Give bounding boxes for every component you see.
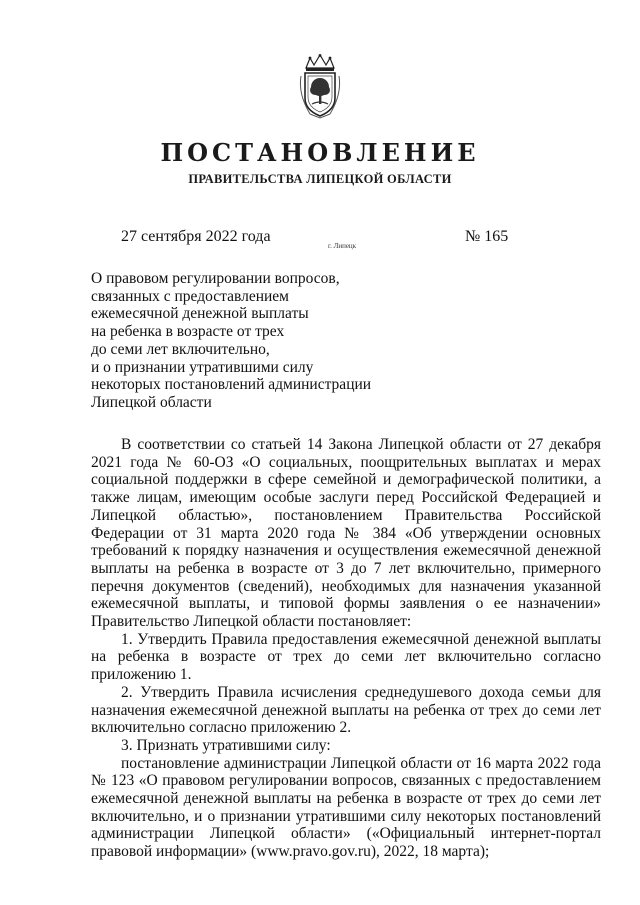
subject-line: некоторых постановлений администрации [91, 376, 372, 394]
body-paragraph-item-2: 2. Утвердить Правила исчисления среднедушевого дохода семьи для назначения ежемесячной денежной выплаты на ребенка от трех до семи лет включительно согласно приложению 2. [91, 683, 601, 737]
body-paragraph-preamble: В соответствии со статьей 14 Закона Липецкой области от 27 декабря 2021 года № 60-ОЗ «О социальных, поощрительных выплатах и мерах социальной поддержки в сфере семейной и демографической политики, а также лицам, имеющим особые заслуги перед Российской Федерацией и Липецкой областью», постановлением Правительства Российской Федерации от 31 марта 2020 года № 384 «Об утверждении основных требований к порядку назначения и осуществления ежемесячной денежной выплаты на ребенка в возрасте от 3 до 7 лет включительно, примерного перечня документов (сведений), необходимых для назначения указанной ежемесячной выплаты, и типовой формы заявления о ее назначении» Правительство Липецкой области постановляет: [91, 436, 601, 631]
subject-line: ежемесячной денежной выплаты [91, 305, 309, 323]
document-body [91, 436, 601, 861]
document-subject [91, 270, 401, 412]
body-paragraph-item-1: 1. Утвердить Правила предоставления ежемесячной денежной выплаты на ребенка в возрасте от трех до семи лет включительно согласно приложению 1. [91, 630, 601, 684]
subject-line: Липецкой области [91, 393, 212, 411]
subject-line: связанных с предоставлением [91, 287, 289, 305]
body-paragraph-item-3: 3. Признать утратившими силу: [121, 736, 331, 754]
document-title: ПОСТАНОВЛЕНИЕ [160, 138, 480, 167]
document-number: № 165 [465, 228, 509, 245]
subject-line: О правовом регулировании вопросов, [91, 270, 340, 287]
document-city: г. Липецк [328, 242, 357, 250]
subject-line: до семи лет включительно, [91, 340, 270, 358]
lipetsk-oblast-coat-of-arms-icon [296, 54, 344, 120]
subject-line: и о признании утратившими силу [91, 358, 314, 376]
subject-line: на ребенка в возрасте от трех [91, 323, 285, 341]
document-subtitle: ПРАВИТЕЛЬСТВА ЛИПЕЦКОЙ ОБЛАСТИ [188, 172, 452, 186]
body-paragraph-repealed-act: постановление администрации Липецкой области от 16 марта 2022 года № 123 «О правовом регулировании вопросов, связанных с предоставлением ежемесячной денежной выплаты на ребенка в возрасте от трех до семи лет включительно, и о признании утратившими силу некоторых постановлений администрации Липецкой области» («Официальный интернет-портал правовой информации» (www.pravo.gov.ru), 2022, 18 марта); [91, 754, 601, 861]
document-date: 27 сентября 2022 года [121, 228, 271, 245]
